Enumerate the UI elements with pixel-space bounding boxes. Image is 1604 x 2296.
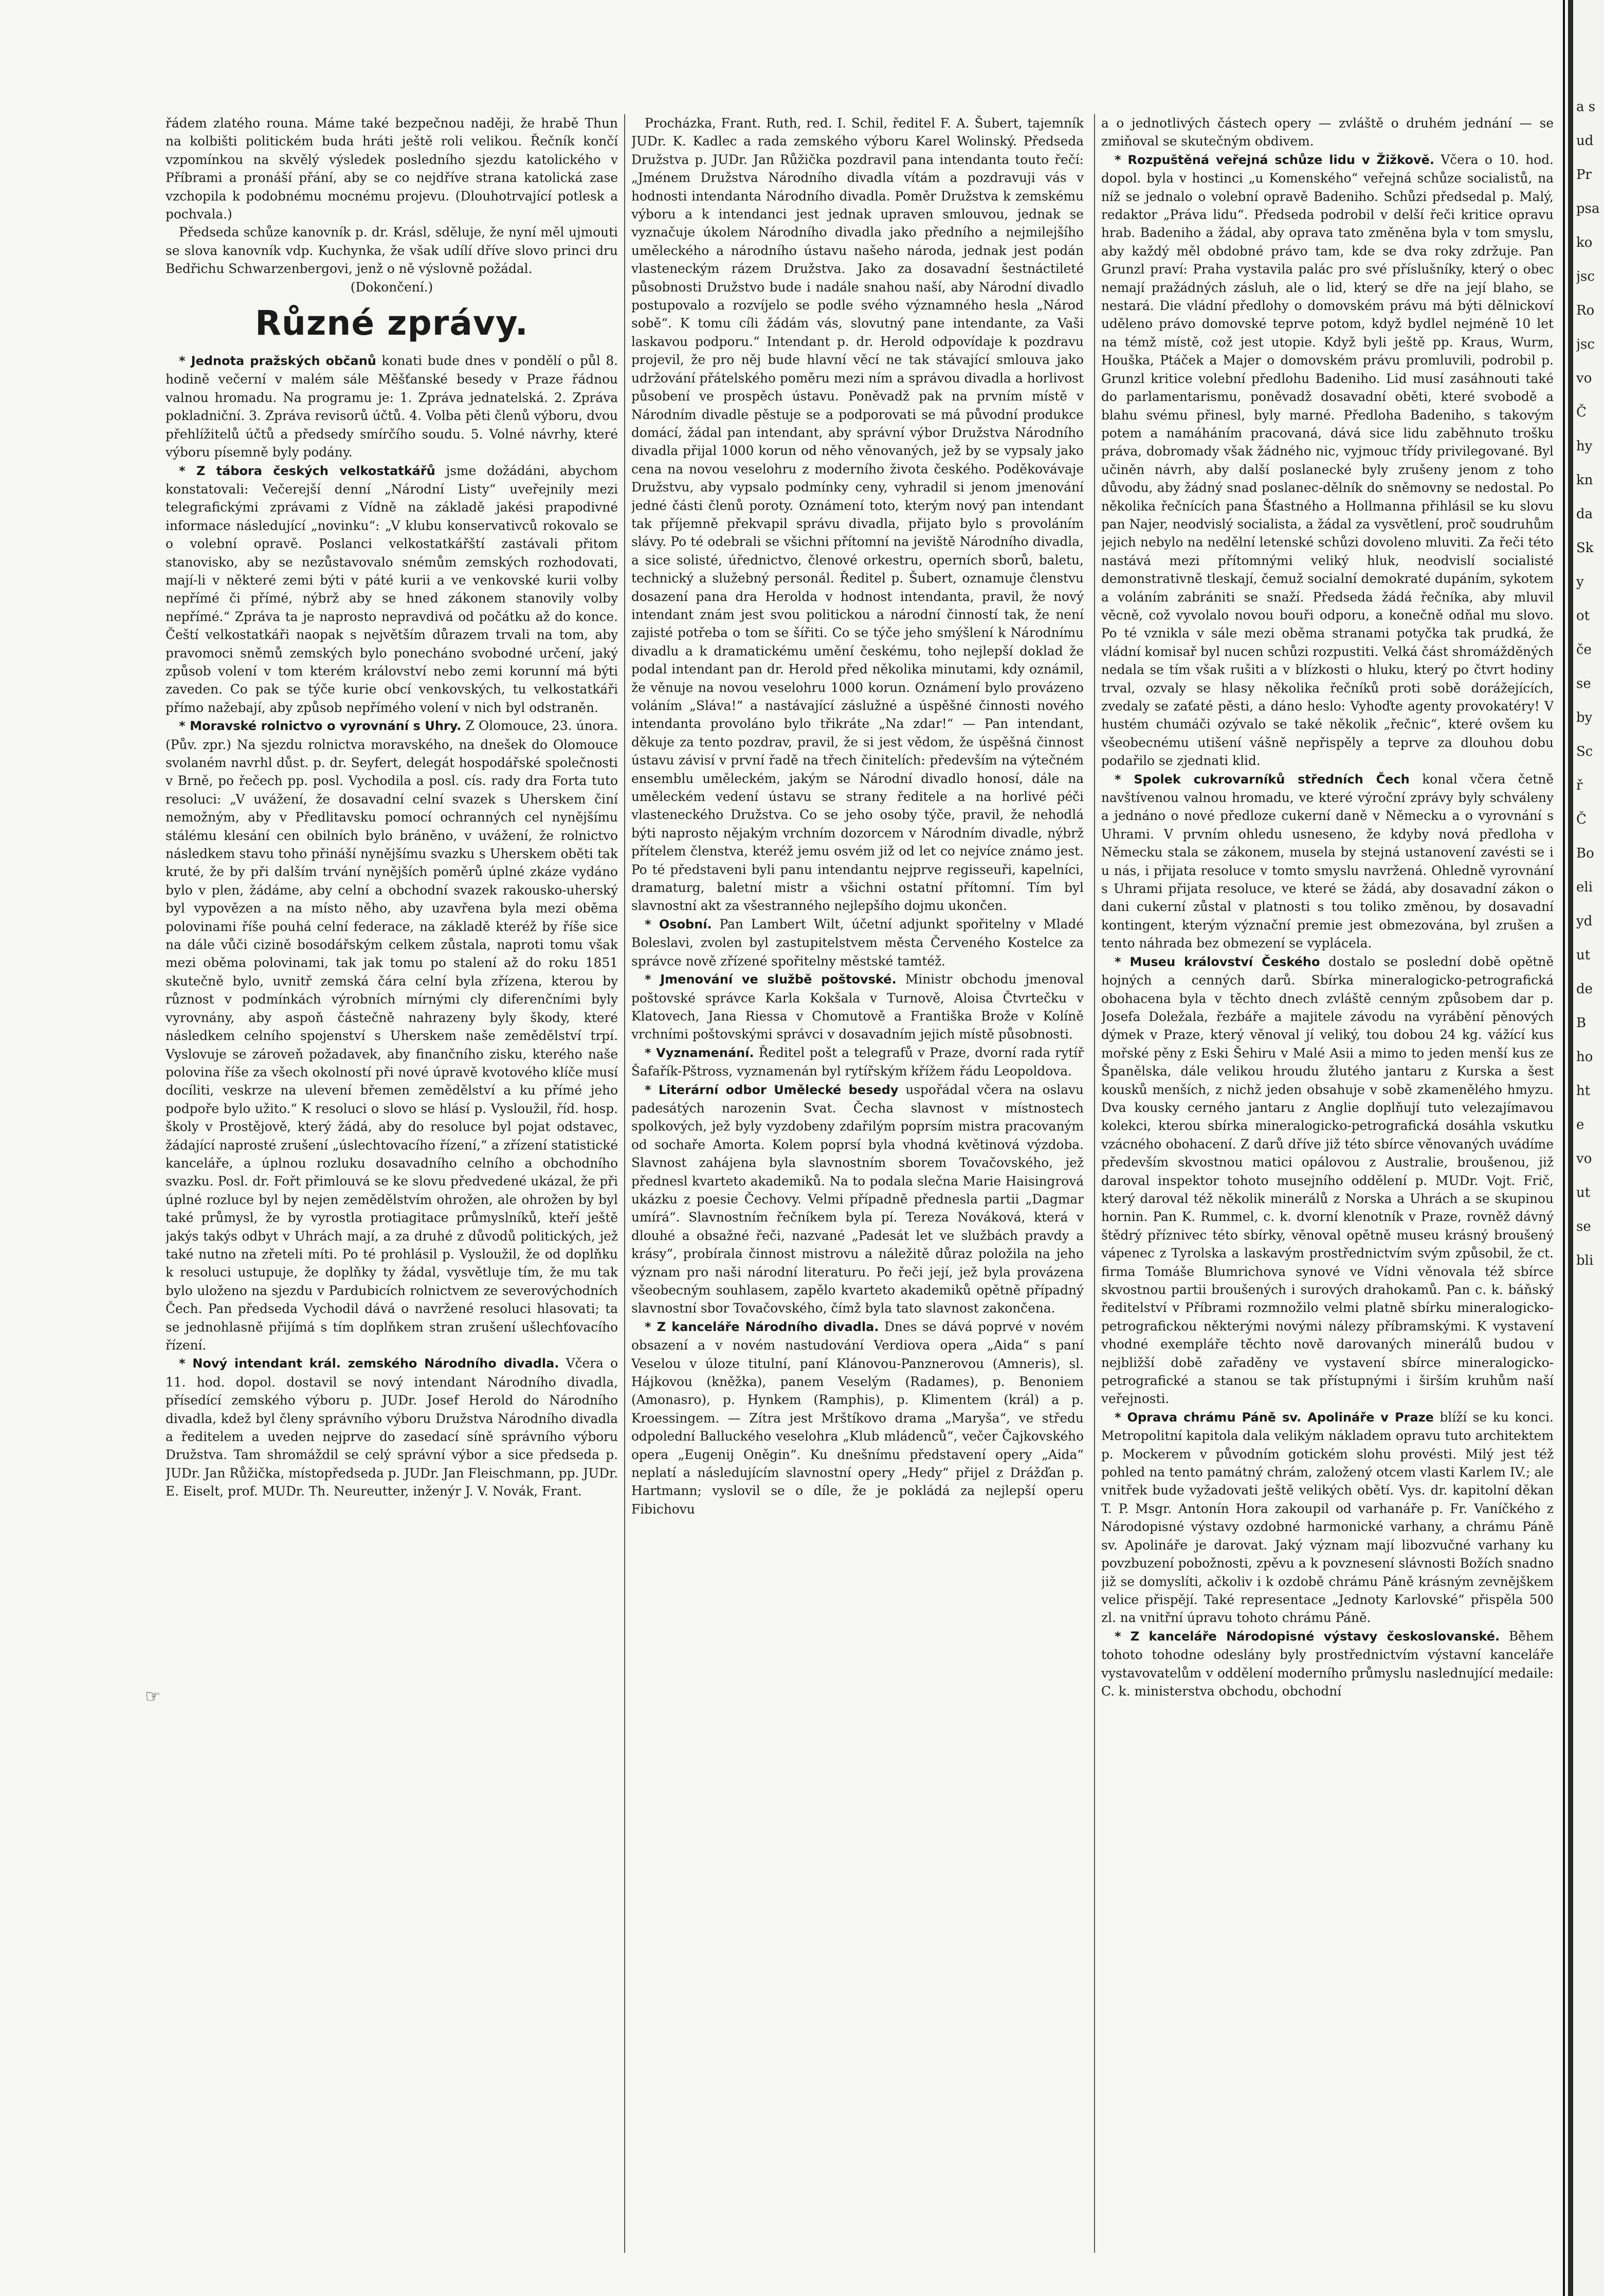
column-divider [624,114,625,2253]
adjacent-page-fragment: a s [1576,99,1596,115]
adjacent-page-fragment: psa [1576,201,1600,216]
article-text: konati bude dnes v pondělí o půl 8. hodině večerní v malém sále Měšťanské besedy v Praze řádnou valnou hromadu. Na programu je: 1. Zpráva jednatelská. 2. Zpráva pokladniční. 3. Zpráva revisorů účtů. 4. Volba pěti členů výboru, dvou přehlížitelů účtů a předsedy smírčího soudu. 5. Volné návrhy, které výboru písemně byly podány. [166,353,618,460]
adjacent-page-fragment: Bo [1576,846,1594,861]
article-headline: * Rozpuštěná veřejná schůze lidu v Žižkově. [1115,152,1434,167]
column-3 [1101,114,1554,2253]
article-headline: * Jmenování ve službě poštovské. [645,972,897,987]
article-paragraph [631,970,1084,1044]
article-text: Včera o 11. hod. dopol. dostavil se nový intendant Národního divadla, přísedící zemského výboru p. JUDr. Josef Herold do Národního divadla, kdež byl členy správního výboru Družstva Národního divadla a ředitelem a uveden nejprve do zasedací síně správního výboru Družstva. Tam shromáždil se celý správní výbor a sice předseda p. JUDr. Jan Růžička, místopředseda p. JUDr. Jan Fleischmann, pp. JUDr. E. Eiselt, prof. MUDr. Th. Neureutter, inženýr J. V. Novák, Frant. [166,1356,618,1499]
article-text: Pan Lambert Wilt, účetní adjunkt spořitelny v Mladé Boleslavi, zvolen byl zastupitelstvem města Červeného Kostelce za správce nově zřízené spořitelny městské tamtéž. [631,916,1084,969]
article-headline: * Jednota pražských občanů [179,354,376,369]
adjacent-page-fragment: jsc [1576,337,1595,352]
article-headline: * Moravské rolnictvo o vyrovnání s Uhry. [179,719,462,734]
article-headline: * Z kanceláře Národopisné výstavy českoslovanské. [1115,1629,1500,1644]
margin-mark: ☞ [145,1686,161,1707]
article-text: uspořádal včera na oslavu padesátých narozenin Svat. Čecha slavnost v místnostech spolkových, jež byly vyzdobeny zdařilým poprsím mistra pracovaným od sochaře Amorta. Kolem poprsí byla vhodná květinová výzdoba. Slavnost zahájena byla slavnostním sborem Tovačovského, jež přednesl kvarteto akademiků. Na to podala slečna Marie Haisingrová ukázku z poesie Čechovy. Velmi případně přednesla partii „Dagmar umírá“. Slavnostním řečníkem byla pí. Tereza Nováková, která v dlouhé a obsažné řeči, nazvané „Padesát let ve službách pravdy a krásy“, probírala činnost mistrovu a náležitě důraz položila na jeho význam pro naši národní literaturu. Po řeči její, jež byla provázena všeobecným souhlasem, zapělo kvarteto akademiků opětně případný slavnostní sbor Tovačovského, čímž byla tato slavnost zakončena. [631,1082,1084,1316]
article-paragraph [166,1354,618,1500]
article-paragraph [631,915,1084,970]
adjacent-page-fragment: eli [1576,880,1593,895]
article-paragraph [1101,1408,1554,1627]
article-paragraph [166,717,618,1354]
article-paragraph [631,1081,1084,1318]
article-paragraph [166,223,618,278]
column-1 [166,114,618,2253]
article-text: jsme dožádáni, abychom konstatovali: Večerejší denní „Národní Listy“ uveřejnily mezi telegrafickými zprávami z Vídně na základě jakési prapodivné informace následující „novinku“: „V klubu konservativců rokovalo se o volební opravě. Poslanci velkostatkářští zastávali přitom stanovisko, aby se nezůstavovalo snémům zemských rozhodovati, mají-li v některé zemi býti v páté kurii a ve venkovské kurii volby nepřímé či přímé, nýbrž aby se hned zákonem stanovily volby nepřímé.“ Zpráva ta je naprosto nepravdivá od počátku až do konce. Čeští velkostatkáři naopak s největším důrazem trvali na tom, aby pravomoci sněmů zemských bylo ponecháno svobodné určení, jaký způsob volení v tom kterém království nebo zemi korunní má býti zaveden. Co pak se týče kurie obcí venkovských, tu velkostatkáři přímo nažebají, aby způsob nepřímého volení v nich byl odstraněn. [166,463,618,715]
adjacent-page-fragment: y [1576,574,1584,590]
adjacent-page-fragment: Pr [1576,167,1592,183]
article-paragraph [1101,1627,1554,1701]
adjacent-page-fragment: ht [1576,1083,1591,1099]
adjacent-page-fragment: kn [1576,472,1593,488]
adjacent-page-fragment: B [1576,1015,1587,1031]
article-paragraph [166,462,618,717]
adjacent-page-fragment: Sk [1576,540,1594,556]
adjacent-page-fragment: ko [1576,235,1593,250]
article-headline: * Vyznamenání. [645,1045,754,1060]
adjacent-page-fragment: de [1576,981,1593,997]
adjacent-page-fragment: vo [1576,1151,1592,1167]
article-text: (Dokončení.) [350,279,433,295]
article-paragraph [1101,953,1554,1408]
article-text: Ministr obchodu jmenoval poštovské správce Karla Kokšala v Turnově, Aloisa Čtvrtečku v Klatovech, Jana Riessa v Chomutově a Františka Brože v Kolíně vrchními poštovskými správci v dosavadním jejich místě působnosti. [631,972,1084,1042]
section-heading: Různé zprávy. [255,303,528,343]
adjacent-page-fragment: hy [1576,439,1593,454]
adjacent-page-fragment: ut [1576,1185,1591,1200]
adjacent-page-fragment: ut [1576,947,1591,963]
article-headline: * Nový intendant král. zemského Národního divadla. [179,1356,559,1371]
article-text: Během tohoto tohodne odeslány byly prostřednictvím výstavní kanceláře vystavovatelům v oddělení moderního průmyslu naslednující medaile: C. k. ministerstva obchodu, obchodní [1101,1628,1554,1699]
article-text: konal včera četně navštívenou valnou hromadu, ve které výroční zprávy byly schváleny a jednáno o nové předloze cukerní daně v Německu a o vyrovnání s Uhrami. V prvním ohledu usneseno, že kdyby nová předloha v Německu stala se zákonem, musela by stejná ustanovení zavésti se i u nás, i přijata resoluce v tomto smyslu navržená. Ohledně vyrovnání s Uhrami přijata resoluce, ve které se žádá, aby dosavadní zákon o dani cukerní zůstal v platnosti s tou toliko změnou, by dosavadní kontingent, kterým význační premie jest obmezována, byl zrušen a tento náhrada bez obmezení se vyplácela. [1101,771,1554,951]
article-text: řádem zlatého rouna. Máme také bezpečnou naději, že hrabě Thun na kolbišti politickém buda hráti ještě roli velikou. Řečník končí vzpomínkou na skvělý výsledek posledního sjezdu katolického v Příbrami a pronáší přání, aby se co nejdříve strana katolická zase vzchopila k podobnému mocnému projevu. (Dlouhotrvající potlesk a pochvala.) [166,116,618,222]
article-headline: * Museu království Českého [1115,954,1320,969]
article-paragraph [1101,770,1554,953]
article-paragraph [631,114,1084,915]
adjacent-page-fragment: da [1576,506,1593,522]
article-paragraph [1101,151,1554,770]
column-2 [631,114,1084,2253]
adjacent-page-fragment: Ro [1576,303,1595,318]
adjacent-page-fragment: ho [1576,1049,1593,1065]
adjacent-page-fragment: se [1576,676,1591,691]
adjacent-page-fragment: če [1576,642,1592,658]
article-headline: * Osobní. [645,917,712,932]
adjacent-page-fragment: by [1576,710,1593,725]
adjacent-page-fragment: e [1576,1117,1584,1133]
adjacent-page-fragment: ud [1576,133,1594,149]
article-text: Dnes se dává poprvé v novém obsazení a v novém nastudování Verdiova opera „Aida“ s paní Veselou v úloze titulní, paní Klánovou-Panznerovou (Amneris), sl. Hájkovou (kněžka), panem Veselým (Radames), p. Benoniem (Amonasro), p. Hynkem (Ramphis), p. Klimentem (král) a p. Kroessingem. — Zítra jest Mrštíkovo drama „Maryša“, ve středu odpolední Balluckého veselohra „Klub mládenců“, večer Čajkovského opera „Eugenij Oněgin“. Ku dnešnímu představení opery „Aida“ neplatí a následujícím slavnostní opery „Hedy“ přijel z Drážďan p. Hartmann; vyslovil se o díle, že je pokládá za nejlepší operu Fibichovu [631,1319,1084,1517]
article-text: Procházka, Frant. Ruth, red. I. Schil, ředitel F. A. Šubert, tajemník JUDr. K. Kadlec a rada zemského výboru Karel Wolinský. Předseda Družstva p. JUDr. Jan Růžička pozdravil pana intendanta touto řečí: „Jménem Družstva Národního divadla vítám a pozdravuji vás v hodnosti intendanta Národního divadla. Poměr Družstva k zemskému výboru a k intendanci jest jednak upraven smlouvou, jednak se vyznačuje úkolem Národního divadla jako předního a nejmilejšího uměleckého a národního ústavu našeho národa, jednak jest podán vlasteneckým rázem Družstva. Jako za dosavadní šestnáctileté působnosti Družstvo bude i nadále snahou naší, aby Národní divadlo postupovalo a rozvíjelo se podle svého významného hesla „Národ sobě“. K tomu cíli žádám vás, slovutný pane intendante, za Vaši laskavou podporu.“ Intendant p. dr. Herold odpovídaje k pozdravu projevil, že pro něj bude hlavní věcí ne tak stávající smlouva jako udržování přátelského poměru mezi ním a správou divadla a horlivost působení ve prospěch ústavu. Poněvadž pak na prvním místě v Národním divadle pěstuje se a podporovati se má původní produkce domácí, žádal pan intendant, aby správní výbor Družstva Národního divadla přijal 1000 korun od něho věnovaných, jež by se vypsaly jako cena na novou veselohru z moderního života českého. Poděkovávaje Družstvu, aby vypsalo podmínky ceny, vyhradil si jenom jmenování jedné části členů poroty. Oznámení toto, kterým nový pan intendant tak příjemně překvapil správu divadla, přijato bylo s provoláním slávy. Po té odebrali se všichni přítomní na jeviště Národního divadla, a sice solisté, úřednictvo, členové orkestru, operních sborů, baletu, technický a služebný personál. Ředitel p. Šubert, oznamuje členstvu dosazení pana dra Herolda v hodnost intendanta, pravil, že nový intendant znám jest svou politickou a národní činností tak, že není zajisté potřeba o tom se šířiti. Co se týče jeho smýšlení k Národnímu divadlu a k dramatickému umění českému, toho nejlepší doklad že podal intendant pan dr. Herold před několika minutami, kdy oznámil, že věnuje na novou veselohru 1000 korun. Oznámení bylo provázeno voláním „Sláva!“ a nastávající záslužné a úspěšné činnosti nového intendanta provoláno bylo třikráte „Na zdar!“ — Pan intendant, děkuje za tento pozdrav, pravil, že si jest vědom, že úspěšná činnost ústavu závisí v první řadě na třech činitelích: především na výtečném ensemblu uměleckém, jakým se Národní divadlo honosí, dále na uměleckém vedení ústavu se strany ředitele a na horlivé péči vlasteneckého Družstva. Co se jeho osoby týče, pravil, že nehodlá býti naprosto nějakým vrchním dozorcem v Národním divadle, nýbrž přítelem členstva, kteréž jemu osvém již od let co nejvíce známo jest. Po té představeni byli panu intendantu nejprve regisseuři, kapelníci, dramaturg, baletní mistr a všichni ostatní přítomní. Tím byl slavnostní akt za všestranného nejlepšího dojmu ukončen. [631,116,1084,914]
adjacent-page-fragment: ř [1576,778,1583,793]
adjacent-page-fragment: vo [1576,371,1592,386]
article-headline: * Literární odbor Umělecké besedy [645,1082,899,1097]
article-text: a o jednotlivých částech opery — zvláště o druhém jednání — se zmiňoval se skutečným obdivem. [1101,116,1554,149]
article-text: blíží se ku konci. Metropolitní kapitola dala velikým nákladem opravu tuto architektem p. Mockerem v původním gotickém slohu provésti. Milý jest též pohled na tento památný chrám, založený otcem vlasti Karlem IV.; ale vnitřek bude vyžadovati ještě velikých obětí. Vys. dr. kapitolní děkan T. P. Msgr. Antonín Hora zakoupil od varhanáře p. Fr. Vaníčkého z Národopisné výstavy ozdobné harmonické varhany, a chrámu Páně sv. Apolináře je darovat. Jaký význam mají libozvučné varhany ku povzbuzení pobožnosti, zpěvu a k povznesení slávnosti Božích snadno již se domyslíti, ačkoliv i k ozdobě chrámu Páně krásným zevnějškem velice přispějí. Také representace „Jednoty Karlovské“ přispěla 500 zl. na vnitřní úpravu tohoto chrámu Páně. [1101,1409,1554,1626]
article-paragraph [166,114,618,223]
article-text: Předseda schůze kanovník p. dr. Krásl, sděluje, že nyní měl ujmouti se slova kanovník vdp. Kuchynka, že však udílí dříve slovo princi dru Bedřichu Schwarzenbergovi, jenž o ně výslovně požádal. [166,225,618,277]
article-headline: * Spolek cukrovarníků středních Čech [1115,772,1410,787]
article-paragraph [1101,114,1554,151]
adjacent-page-edge [1563,0,1604,2296]
article-text: Z Olomouce, 23. února. (Pův. zpr.) Na sjezdu rolnictva moravského, na dnešek do Olomouce svolaném navrhl důst. p. dr. Seyfert, delegát hospodářské společnosti v Brně, po řečech pp. posl. Vychodila a posl. cís. rady dra Forta tuto resoluci: „V uvážení, že dosavadní celní svazek s Uherskem činí nemožným, aby v Předlitavsku pomocí ochranných cel nynějšímu stálému klesání cen obilních bylo bráněno, v uvážení, že rolnictvo následkem stavu toho přináší nynějšímu svazku s Uherskem oběti tak kruté, že by při dalším trvání nynějších poměrů úplné zkáze vydáno bylo v plen, žádáme, aby celní a obchodní svazek rakousko-uherský byl vypovězen a na místo něho, aby uzavřena byla mezi oběma polovinami říše pouhá celní federace, na základě kteréž by říše sice na dále vůči cizině bosodářským celkem zůstala, naproti tomu však mezi oběma polovinami, tak jak tomu po stalení až do roku 1851 skutečně bylo, uvnitř zemská čára celní byla zřízena, kterou by různost v podmínkách výrobních mírnými cly diferenčními byly vyrovnány, aby aspoň částečně nahrazeny byly škody, které následkem celního spojenství s Uherskem naše zemědělství trpí. Vyslovuje se zároveň požadavek, aby finančního zisku, kterého naše polovina říše za všech okolností při nové úpravě kvotového klíče musí docíliti, veskrze na ulevení břemen zemědělství a ku přímé jeho podpoře bylo užito.“ K resoluci o slovo se hlásí p. Vysloužil, říd. hosp. školy v Prostějově, který žádá, aby do resoluce byl pojat odstavec, žádající naprosté zrušení „úslechtovacího řízení,“ a zřízení statistické kanceláře, a úplnou rozluku dosavadního celního a obchodního svazku. Posl. dr. Fořt přimlouvá se ke slovu předvedené ukázal, že při úplné rozluce byl by nejen zemědělstvím ohrožen, ale ohrožen by byl také průmysl, že by vyrostla protiagitace průmyslníků, kteří ještě jakýs takýs odbyt v Uhrách mají, a za druhé z důvodů politických, jež také nutno na zřeteli míti. Po té prohlásil p. Vysloužil, že od doplňku k resoluci ustupuje, že doplňky ty žádal, vysvětluje tím, že mu tak bylo uloženo na sjezdu v Pardubicích rolnictvem ze severovýchodních Čech. Pan předseda Vychodil dává o navržené resoluci hlasovati; ta se jednohlasně přijímá s tím doplňkem stran zrušení ušlechťovacího řízení. [166,718,618,1353]
article-paragraph [631,1044,1084,1081]
page-gutter [1568,0,1573,2296]
adjacent-page-fragment: se [1576,1219,1591,1234]
article-text: Včera o 10. hod. dopol. byla v hostinci „u Komenského“ veřejná schůze socialistů, na níž se jednalo o volební opravě Badeniho. Schůzi předsedal p. Malý, redaktor „Práva lidu“. Předseda podrobil v delší řeči kritice opravu hrab. Badeniho a žádal, aby oprava tato změněna byla v tom smyslu, aby každý měl obdobné právo tam, kde se dva roky zdržuje. Pan Grunzl praví: Praha vystavila palác pro své příslušníky, který o obec nemají pražádných zásluh, ale o lid, který se dře na její blaho, se nestará. Die vládní předlohy o domovském právu má býti dělnickoví uděleno právo domovské teprve potom, když bydlel nejméně 10 let na témž místě, což jest utopie. Když byli ještě pp. Kraus, Wurm, Houška, Ptáček a Majer o domovském právu promluvili, podrobil p. Grunzl kritice volební předlohu Badeniho. Lid musí zasáhnouti také do parlamentarismu, poněvadž dosavadní oběti, které svobodě a blahu svému přinesl, byly marné. Předloha Badeniho, s takovým potem a namáháním pracovaná, dává sice lidu zaběhnuto trošku práva, dobromady však žádného nic, vyjmouc třídy privilegované. Byl učiněn návrh, aby další poslanecké byly zrušeny jenom z toho důvodu, aby žádný snad poslanec-dělník do sněmovny se nedostal. Po několika řečnících pana Šťastného a Hollmanna přihlásil se ku slovu pan Najer, neodvislý socialista, a žádal za vysvětlení, proč soudruhům jejich nebylo na nedělní letenské schůzi dovoleno mluviti. Za řeči této nastává mezi přítomnými veliký hluk, neodvislí socialisté demonstrativně tleskají, čemuž socialní demokraté dupáním, sykotem a voláním zabrániti se snaží. Předseda žádá řečníka, aby mluvil věcně, což vyvolalo novou bouři odporu, a konečně odňal mu slovo. Po té vznikla v sále mezi oběma stranami potyčka tak prudká, že vládní komisař byl nucen schůzi rozpustiti. Velká část shromážděných nedala se tím však rušiti a v blízkosti o hluku, který po čtvrt hodiny trval, ozvaly se hlasy několika řečníků proti sobě dorážejících, zvedaly se zaťaté pěsti, a dáno heslo: Vyhoďte agenty provokatéry! V hustém chumáči ozývalo se také několik „řečnic“, které ovšem ku všeobecnému utišení vášně nepřispěly a teprve za dlouhou dobu podařilo se zjednati klid. [1101,152,1554,769]
continuation-note [166,278,618,296]
adjacent-page-fragment: Sc [1576,744,1593,759]
article-headline: * Oprava chrámu Páně sv. Apolináře v Praze [1115,1410,1434,1425]
adjacent-page-fragment: yd [1576,914,1593,929]
adjacent-page-fragment: ot [1576,608,1590,624]
article-text: dostalo se poslední době opětně hojných a cenných darů. Sbírka mineralogicko-petrografická obohacena byla v těchto dnech zvláště cenným způsobem dar p. Josefa Doležala, řezbáře a majitele závodu na vyrábění pěnových dýmek v Praze, který věnoval jí veliký, tou dobou 24 kg. vážící kus mořské pěny z Eski Šehiru v Malé Asii a mimo to jeden menší kus ze Španělska, dále velikou hroudu žlutého jantaru z Kurska a šest kousků menších, z nichž jeden obsahuje v sobě zkamenělého hmyzu. Dva kousky cerného jantaru z Anglie doplňují tuto velezajímavou kolekci, kterou sbírka mineralogicko-petrografická dosáhla vskutku vzácného obohacení. Z darů dříve již této sbírce věnovaných uvádíme především skvostnou matici opálovou z Australie, broušenou, již daroval inspektor tohoto musejního oddělení p. MUDr. Vojt. Frič, který daroval též několik minerálů z Norska a Uhrách a se skupinou hornin. Pan K. Rummel, c. k. dvorní klenotník v Praze, rovněž dávný štědrý příznivec této sbírky, věnoval opětně museu krásný broušený vápenec z Tyrolska a laskavým prostřednictvím svým způsobil, že ct. firma Tomáše Blumrichova synové ve Vídni věnovala též sbírce skvostnou partii broušených i surových drahokamů. Pan c. k. báňský ředitelství v Příbrami rozmnožilo velmi platně sbírku mineralogicko-petrografickou některými novými nálezy příbramskými. K vystavení vhodné exempláře těchto nově darovaných minerálů budou v nejbližší době zařaděny ve vystavení sbírce mineralogicko-petrografické a stanou se tak přístupnými i širším kruhům naší veřejnosti. [1101,954,1554,1407]
article-paragraph [166,352,618,461]
adjacent-page-fragment: bli [1576,1253,1594,1268]
article-headline: * Z tábora českých velkostatkářů [179,463,435,478]
article-paragraph [631,1318,1084,1518]
adjacent-page-fragment: Č [1576,405,1587,420]
adjacent-page-fragment: jsc [1576,269,1595,284]
article-headline: * Z kanceláře Národního divadla. [645,1319,879,1334]
article-text: Ředitel pošt a telegrafů v Praze, dvorní rada rytíř Šafařík-Pštross, vyznamenán byl rytířským křížem řádu Leopoldova. [631,1045,1084,1079]
column-divider [1094,114,1095,2253]
adjacent-page-fragment: Č [1576,812,1587,827]
